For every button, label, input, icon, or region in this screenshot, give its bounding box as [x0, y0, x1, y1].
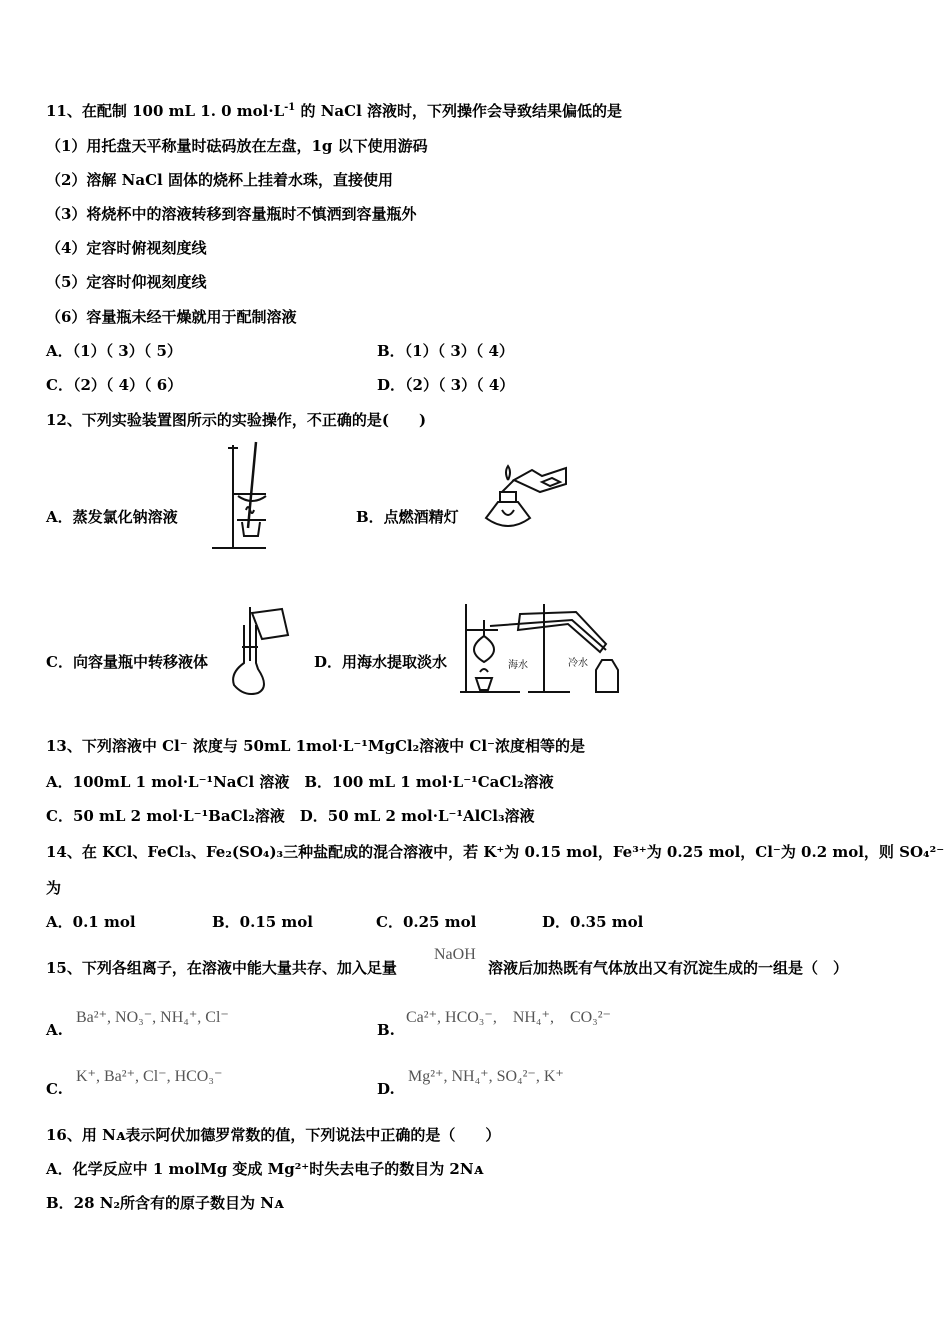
q11-option-a: A．（1）（ 3）（ 5）	[46, 342, 182, 360]
q11-item-2: （2）溶解 NaCl 固体的烧杯上挂着水珠，直接使用	[46, 171, 393, 189]
sea-water-label: 海水	[508, 660, 528, 671]
q15-option-d-ions: Mg²⁺, NH₄⁺, SO₄²⁻, K⁺	[408, 1068, 564, 1085]
q14-option-b: B．0.15 mol	[212, 913, 314, 931]
q15-option-a-ions: Ba²⁺, NO₃⁻, NH₄⁺, Cl⁻	[76, 1009, 229, 1026]
q11-item-6: （6）容量瓶未经干燥就用于配制溶液	[46, 308, 297, 326]
q11-item-4: （4）定容时俯视刻度线	[46, 239, 207, 257]
q15-option-d-label: D.	[377, 1080, 395, 1098]
q11-option-b: B．（1）（ 3）（ 4）	[377, 342, 514, 360]
q12-option-c: C．向容量瓶中转移液体	[46, 653, 208, 671]
q14-option-c: C．0.25 mol	[376, 913, 477, 931]
q15-option-a-label: A.	[46, 1021, 63, 1039]
q12-option-d: D．用海水提取淡水	[314, 653, 448, 671]
q11-item-3: （3）将烧杯中的溶液转移到容量瓶时不慎洒到容量瓶外	[46, 205, 417, 223]
alcohol-lamp-figure	[480, 462, 572, 538]
q13-stem: 13、下列溶液中 Cl⁻ 浓度与 50mL 1mol·L⁻¹MgCl₂溶液中 Cl⁻浓度相等的是	[46, 737, 585, 755]
q12-option-b: B．点燃酒精灯	[356, 508, 459, 526]
cold-water-label: 冷水	[568, 658, 588, 669]
q15-option-c-ions: K⁺, Ba²⁺, Cl⁻, HCO₃⁻	[76, 1068, 223, 1085]
q15-option-c-label: C.	[46, 1080, 63, 1098]
q16-option-a: A．化学反应中 1 molMg 变成 Mg²⁺时失去电子的数目为 2Nᴀ	[46, 1160, 484, 1178]
q13-options-cd: C．50 mL 2 mol·L⁻¹BaCl₂溶液 D．50 mL 2 mol·L⁻¹AlCl₃溶液	[46, 807, 535, 825]
q14-option-a: A．0.1 mol	[46, 913, 136, 931]
q11-stem: 11、在配制 100 mL 1. 0 $mol\cdot L^{-1}$ 的 NaCl 溶液时，下列操作会导致结果偏低的是	[46, 102, 623, 120]
q15-stem-b: 溶液后加热既有气体放出又有沉淀生成的一组是（ ）	[488, 959, 849, 977]
q16-stem: 16、用 Nᴀ表示阿伏加德罗常数的值，下列说法中正确的是（ ）	[46, 1126, 501, 1144]
q14-stem-cont: 为	[46, 879, 62, 897]
volumetric-flask-figure	[228, 605, 296, 697]
q15-reagent: NaOH	[434, 946, 476, 963]
q11-option-d: D．（2）（ 3）（ 4）	[377, 376, 515, 394]
q11-item-1: （1）用托盘天平称量时砝码放在左盘，1g 以下使用游码	[46, 137, 428, 155]
q12-option-a: A．蒸发氯化钠溶液	[46, 508, 178, 526]
q16-option-b: B．28 N₂所含有的原子数目为 Nᴀ	[46, 1194, 284, 1212]
q14-option-d: D．0.35 mol	[542, 913, 644, 931]
q11-item-5: （5）定容时仰视刻度线	[46, 273, 207, 291]
q11-option-c: C．（2）（ 4）（ 6）	[46, 376, 183, 394]
q13-options-ab: A．100mL 1 mol·L⁻¹NaCl 溶液 B．100 mL 1 mol·L⁻¹CaCl₂溶液	[46, 773, 554, 791]
q15-option-b-label: B.	[377, 1021, 395, 1039]
distillation-apparatus-figure	[460, 600, 632, 698]
evaporation-apparatus-figure	[208, 440, 270, 552]
q12-stem: 12、下列实验装置图所示的实验操作，不正确的是( )	[46, 411, 427, 429]
q15-option-b-ions: Ca²⁺, HCO₃⁻, NH₄⁺, CO₃²⁻	[406, 1009, 612, 1026]
q14-stem: 14、在 KCl、FeCl₃、Fe₂(SO₄)₃三种盐配成的混合溶液中，若 K⁺为 0.15 mol，Fe³⁺为 0.25 mol，Cl⁻为 0.2 mol，则 SO₄²⁻	[46, 843, 945, 861]
q15-stem-a: 15、下列各组离子，在溶液中能大量共存、加入足量	[46, 959, 397, 977]
